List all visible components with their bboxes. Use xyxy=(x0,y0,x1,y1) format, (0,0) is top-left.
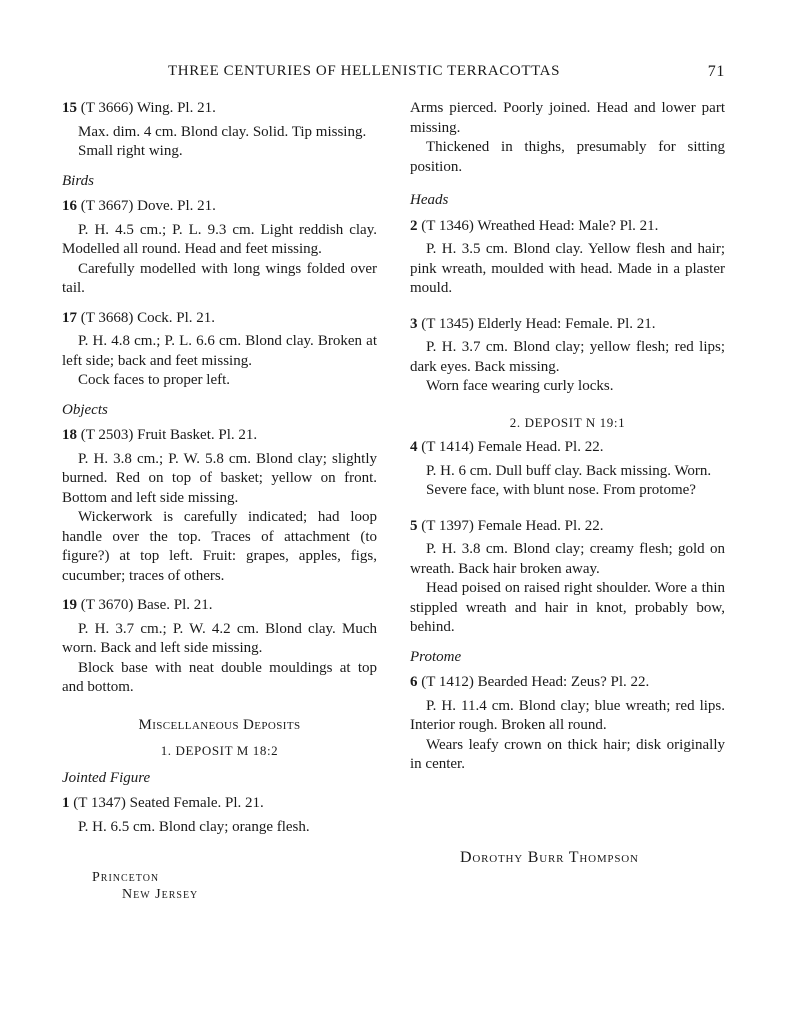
entry-continuation: Arms pierced. Poorly joined. Head and lower part missing. xyxy=(410,100,725,136)
entry-description: P. H. 3.7 cm. Blond clay; yellow flesh; red lips; dark eyes. Back missing. xyxy=(410,339,725,375)
catalog-entry xyxy=(410,517,725,638)
place-line-2: New Jersey xyxy=(122,887,199,902)
place-line-1: Princeton xyxy=(92,870,160,885)
catalog-entry xyxy=(410,217,725,299)
catalog-entry-continued xyxy=(410,99,725,177)
entry-note: Cock faces to proper left. xyxy=(78,372,231,388)
entry-heading: (T 3666) Wing. Pl. 21. xyxy=(80,100,216,116)
entry-description: Max. dim. 4 cm. Blond clay. Solid. Tip missing. xyxy=(78,123,367,140)
entry-note: Thickened in thighs, presumably for sitting position. xyxy=(410,139,725,175)
entry-number: 16 xyxy=(62,198,77,214)
entry-heading: (T 1414) Female Head. Pl. 22. xyxy=(421,439,604,455)
entry-description: P. H. 4.8 cm.; P. L. 6.6 cm. Blond clay. Broken at left side; back and feet missing. xyxy=(62,333,377,369)
entry-note: Carefully modelled with long wings folded over tail. xyxy=(62,260,377,296)
catalog-entry xyxy=(410,438,725,501)
entry-number: 1 xyxy=(62,795,70,811)
entry-heading: (T 1397) Female Head. Pl. 22. xyxy=(421,517,604,534)
section-heading: Birds xyxy=(62,172,94,189)
entry-heading: (T 1345) Elderly Head: Female. Pl. 21. xyxy=(421,315,656,332)
catalog-entry xyxy=(62,794,377,837)
entry-number: 2 xyxy=(410,217,418,234)
entry-description: P. H. 3.7 cm.; P. W. 4.2 cm. Blond clay. Much worn. Back and left side missing. xyxy=(62,620,377,656)
entry-number: 17 xyxy=(62,309,77,326)
entry-number: 15 xyxy=(62,100,77,116)
page-number: 71 xyxy=(707,63,725,80)
deposit-heading: 2. DEPOSIT N 19:1 xyxy=(509,414,626,430)
deposit-heading: 1. DEPOSIT M 18:2 xyxy=(160,743,279,758)
entry-description: P. H. 6 cm. Dull buff clay. Back missing. Worn. xyxy=(426,462,712,479)
page-header xyxy=(60,63,725,85)
catalog-entry xyxy=(62,426,377,586)
entry-description: P. H. 3.8 cm. Blond clay; creamy flesh; gold on wreath. Back hair broken away. xyxy=(410,541,725,577)
entry-number: 3 xyxy=(410,315,418,332)
entry-note: Severe face, with blunt nose. From protome? xyxy=(426,482,696,498)
catalog-entry xyxy=(62,309,377,391)
entry-note: Small right wing. xyxy=(78,143,183,159)
entry-heading: (T 2503) Fruit Basket. Pl. 21. xyxy=(80,427,258,443)
catalog-entry xyxy=(62,596,377,698)
misc-deposits-title: Miscellaneous Deposits xyxy=(138,716,301,733)
right-column xyxy=(410,99,725,785)
entry-number: 6 xyxy=(410,674,418,690)
entry-number: 4 xyxy=(410,439,418,455)
entry-heading: (T 3668) Cock. Pl. 21. xyxy=(80,309,216,326)
entry-description: P. H. 6.5 cm. Blond clay; orange flesh. xyxy=(78,818,310,835)
entry-note: Worn face wearing curly locks. xyxy=(426,378,614,394)
entry-note: Wickerwork is carefully indicated; had loop handle over the top. Traces of attachment (to figure?) at top left. Fruit: grapes, apples, figs, cucumber; traces of others. xyxy=(62,509,377,584)
catalog-entry xyxy=(62,99,377,162)
entry-heading: (T 1347) Seated Female. Pl. 21. xyxy=(73,795,264,811)
entry-description: P. H. 11.4 cm. Blond clay; blue wreath; red lips. Interior rough. Broken all round. xyxy=(410,697,725,733)
author-signature: Dorothy Burr Thompson xyxy=(460,849,639,866)
entry-description: P. H. 3.5 cm. Blond clay. Yellow flesh and hair; pink wreath, moulded with head. Made in a plaster mould. xyxy=(410,241,725,296)
catalog-entry xyxy=(62,197,377,299)
entry-heading: (T 1346) Wreathed Head: Male? Pl. 21. xyxy=(421,217,659,234)
section-heading: Jointed Figure xyxy=(62,769,151,786)
catalog-entry xyxy=(410,315,725,397)
entry-heading: (T 1412) Bearded Head: Zeus? Pl. 22. xyxy=(421,674,650,690)
entry-number: 19 xyxy=(62,597,77,613)
section-heading: Protome xyxy=(410,648,462,665)
entry-number: 18 xyxy=(62,427,77,443)
entry-description: P. H. 4.5 cm.; P. L. 9.3 cm. Light reddish clay. Modelled all round. Head and feet missing. xyxy=(62,221,377,257)
entry-heading: (T 3667) Dove. Pl. 21. xyxy=(80,198,216,214)
running-title: THREE CENTURIES OF HELLENISTIC TERRACOTTAS xyxy=(168,63,561,79)
left-column xyxy=(62,99,377,847)
section-heading: Objects xyxy=(62,401,108,418)
entry-note: Block base with neat double mouldings at top and bottom. xyxy=(62,659,377,695)
entry-note: Wears leafy crown on thick hair; disk originally in center. xyxy=(410,736,725,772)
entry-number: 5 xyxy=(410,517,418,534)
catalog-entry xyxy=(410,673,725,775)
entry-description: P. H. 3.8 cm.; P. W. 5.8 cm. Blond clay; slightly burned. Red on top of basket; yellow on front. Bottom and left side missing. xyxy=(62,450,377,506)
entry-note: Head poised on raised right shoulder. Wore a thin stippled wreath and hair in knot, probably bow, behind. xyxy=(410,580,725,635)
entry-heading: (T 3670) Base. Pl. 21. xyxy=(80,597,213,613)
section-heading: Heads xyxy=(410,192,449,208)
